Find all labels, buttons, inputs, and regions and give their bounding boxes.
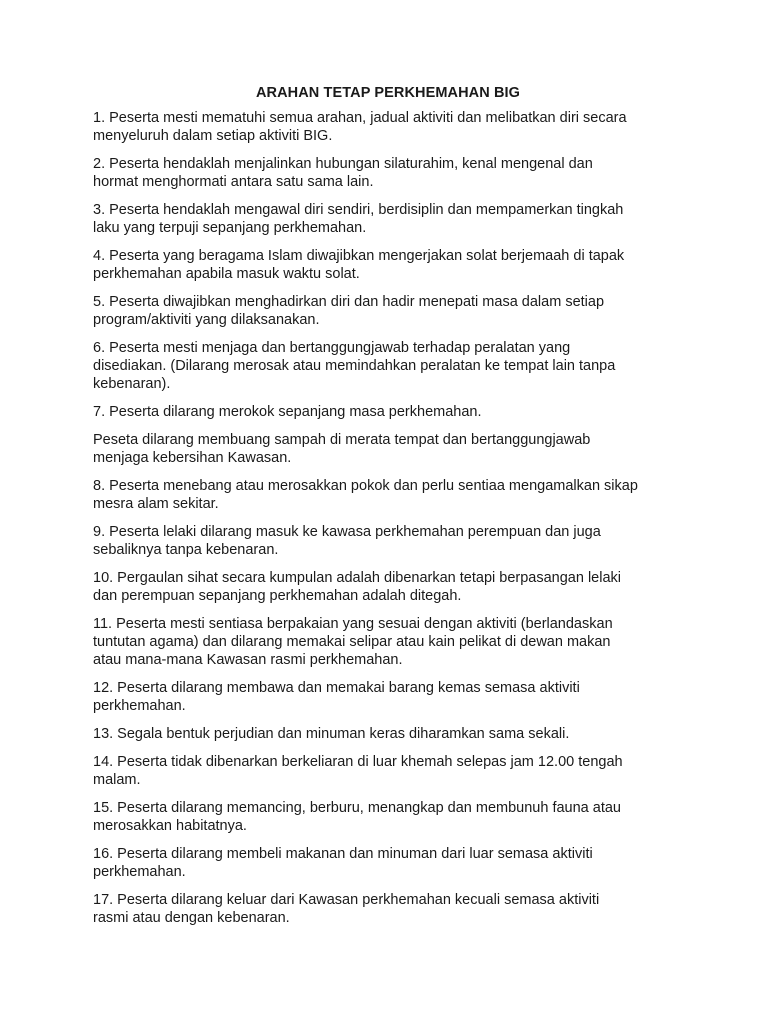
rule-paragraph-4: 4. Peserta yang beragama Islam diwajibkan mengerjakan solat berjemaah di tapak perkhemahan apabila masuk waktu solat. xyxy=(93,248,625,282)
rule-paragraph-1: 1. Peserta mesti mematuhi semua arahan, jadual aktiviti dan melibatkan diri secara menyeluruh dalam setiap aktiviti BIG. xyxy=(93,110,627,144)
rule-paragraph-13: 13. Segala bentuk perjudian dan minuman keras diharamkan sama sekali. xyxy=(93,726,570,742)
rule-paragraph-10: 10. Pergaulan sihat secara kumpulan adalah dibenarkan tetapi berpasangan lelaki dan perempuan sepanjang perkhemahan adalah ditegah. xyxy=(93,570,622,604)
rule-paragraph-15: 15. Peserta dilarang memancing, berburu, menangkap dan membunuh fauna atau merosakkan habitatnya. xyxy=(93,800,621,834)
rule-paragraph-6: 6. Peserta mesti menjaga dan bertanggungjawab terhadap peralatan yang disediakan. (Dilarang merosak atau memindahkan peralatan ke tempat lain tanpa kebenaran). xyxy=(93,340,616,392)
rule-paragraph-8: 8. Peserta menebang atau merosakkan pokok dan perlu sentiaa mengamalkan sikap mesra alam sekitar. xyxy=(93,478,638,512)
rule-paragraph-9: 9. Peserta lelaki dilarang masuk ke kawasa perkhemahan perempuan dan juga sebaliknya tanpa kebenaran. xyxy=(93,524,601,558)
rule-paragraph-2: 2. Peserta hendaklah menjalinkan hubungan silaturahim, kenal mengenal dan hormat menghormati antara satu sama lain. xyxy=(93,156,593,190)
rule-paragraph-17: 17. Peserta dilarang keluar dari Kawasan perkhemahan kecuali semasa aktiviti rasmi atau dengan kebenaran. xyxy=(93,892,600,926)
rule-paragraph-7: 7. Peserta dilarang merokok sepanjang masa perkhemahan. xyxy=(93,404,482,420)
rule-paragraph-16: 16. Peserta dilarang membeli makanan dan minuman dari luar semasa aktiviti perkhemahan. xyxy=(93,846,593,880)
rule-paragraph-3: 3. Peserta hendaklah mengawal diri sendiri, berdisiplin dan mempamerkan tingkah laku yang terpuji sepanjang perkhemahan. xyxy=(93,202,624,236)
rule-paragraph-14: 14. Peserta tidak dibenarkan berkeliaran di luar khemah selepas jam 12.00 tengah malam. xyxy=(93,754,623,788)
rule-paragraph-5: 5. Peserta diwajibkan menghadirkan diri dan hadir menepati masa dalam setiap program/aktiviti yang dilaksanakan. xyxy=(93,294,605,328)
rule-paragraph-11: 11. Peserta mesti sentiasa berpakaian yang sesuai dengan aktiviti (berlandaskan tuntutan agama) dan dilarang memakai selipar atau kain pelikat di dewan makan atau mana-mana Kawasan rasmi perkhemahan. xyxy=(93,616,613,668)
rule-paragraph-12: 12. Peserta dilarang membawa dan memakai barang kemas semasa aktiviti perkhemahan. xyxy=(93,680,580,714)
rule-paragraph-unnumbered: Peseta dilarang membuang sampah di merata tempat dan bertanggungjawab menjaga kebersihan Kawasan. xyxy=(93,432,591,466)
document-page xyxy=(93,84,683,937)
document-title: ARAHAN TETAP PERKHEMAHAN BIG xyxy=(255,85,521,101)
